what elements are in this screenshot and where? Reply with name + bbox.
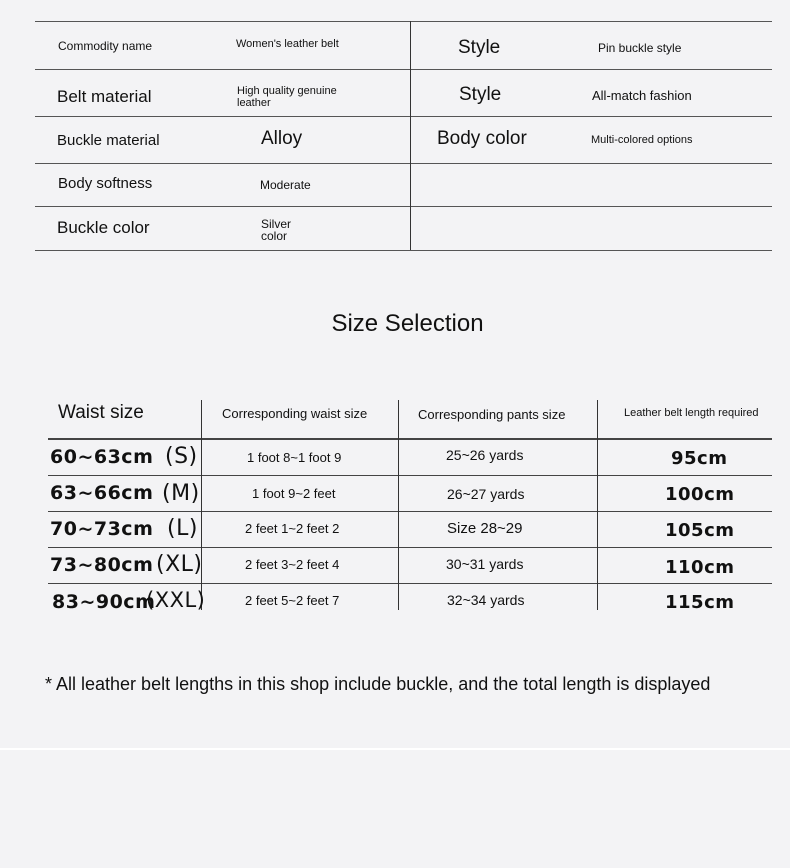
spec-divider bbox=[35, 163, 772, 164]
spec-label: Buckle color bbox=[57, 218, 150, 237]
footnote: * All leather belt lengths in this shop include buckle, and the total length is displayed bbox=[45, 674, 711, 694]
size-divider bbox=[48, 511, 772, 512]
section-title: Size Selection bbox=[331, 310, 484, 337]
spec-value: Multi-colored options bbox=[591, 134, 693, 146]
pants-size: Size 28~29 bbox=[447, 520, 523, 537]
belt-length: 100cm bbox=[665, 484, 735, 505]
size-code: (L) bbox=[167, 516, 198, 541]
spec-value-line: High quality genuine bbox=[237, 85, 337, 97]
spec-divider bbox=[35, 250, 772, 251]
waist-cm: 70~73cm bbox=[50, 518, 154, 540]
waist-feet: 1 foot 8~1 foot 9 bbox=[247, 450, 342, 465]
spec-divider bbox=[35, 206, 772, 207]
belt-length: 110cm bbox=[665, 557, 735, 578]
spec-value: Alloy bbox=[261, 128, 303, 149]
belt-length: 115cm bbox=[665, 592, 735, 613]
spec-label: Style bbox=[458, 37, 501, 58]
pants-size: 25~26 yards bbox=[446, 447, 524, 463]
size-column-divider bbox=[201, 400, 202, 610]
size-header: Corresponding pants size bbox=[418, 407, 566, 422]
waist-feet: 1 foot 9~2 feet bbox=[252, 486, 336, 501]
size-divider bbox=[48, 438, 772, 440]
waist-feet: 2 feet 5~2 feet 7 bbox=[245, 593, 340, 608]
spec-value-line: Silver bbox=[261, 217, 292, 231]
spec-label: Style bbox=[459, 84, 502, 105]
spec-value bbox=[237, 85, 337, 109]
spec-value: Women's leather belt bbox=[236, 38, 339, 50]
size-header: Waist size bbox=[58, 402, 144, 423]
size-header: Leather belt length required bbox=[624, 407, 759, 419]
size-divider bbox=[48, 583, 772, 584]
spec-value-line: color bbox=[261, 229, 288, 243]
size-code: (XXL) bbox=[146, 588, 206, 612]
spec-label: Body softness bbox=[58, 175, 153, 192]
spec-divider bbox=[35, 21, 772, 22]
size-divider bbox=[48, 547, 772, 548]
pants-size: 30~31 yards bbox=[446, 556, 524, 572]
pants-size: 26~27 yards bbox=[447, 486, 525, 502]
waist-feet: 2 feet 1~2 feet 2 bbox=[245, 521, 340, 536]
divider bbox=[0, 748, 790, 750]
size-code: (S) bbox=[165, 444, 198, 469]
pants-size: 32~34 yards bbox=[447, 592, 525, 608]
belt-length: 105cm bbox=[665, 520, 735, 541]
spec-value-line: leather bbox=[237, 97, 271, 109]
spec-label: Belt material bbox=[57, 87, 152, 106]
spec-divider bbox=[35, 69, 772, 70]
spec-value: Pin buckle style bbox=[598, 41, 682, 55]
size-header: Corresponding waist size bbox=[222, 406, 368, 421]
size-column-divider bbox=[597, 400, 598, 610]
waist-cm: 60~63cm bbox=[50, 446, 154, 468]
size-column-divider bbox=[398, 400, 399, 610]
spec-divider bbox=[35, 116, 772, 117]
spec-label: Buckle material bbox=[57, 132, 160, 149]
spec-label: Body color bbox=[437, 128, 527, 149]
spec-value: All-match fashion bbox=[592, 88, 692, 103]
waist-cm: 63~66cm bbox=[50, 482, 154, 504]
spec-label: Commodity name bbox=[58, 39, 153, 53]
spec-column-divider bbox=[410, 21, 411, 250]
waist-feet: 2 feet 3~2 feet 4 bbox=[245, 557, 340, 572]
size-divider bbox=[48, 475, 772, 476]
waist-cm: 83~90cm bbox=[52, 591, 156, 613]
size-code: (M) bbox=[162, 481, 200, 506]
size-code: (XL) bbox=[156, 552, 203, 577]
belt-length: 95cm bbox=[671, 448, 728, 469]
waist-cm: 73~80cm bbox=[50, 554, 154, 576]
spec-value: Moderate bbox=[260, 178, 311, 192]
spec-value bbox=[261, 218, 291, 242]
